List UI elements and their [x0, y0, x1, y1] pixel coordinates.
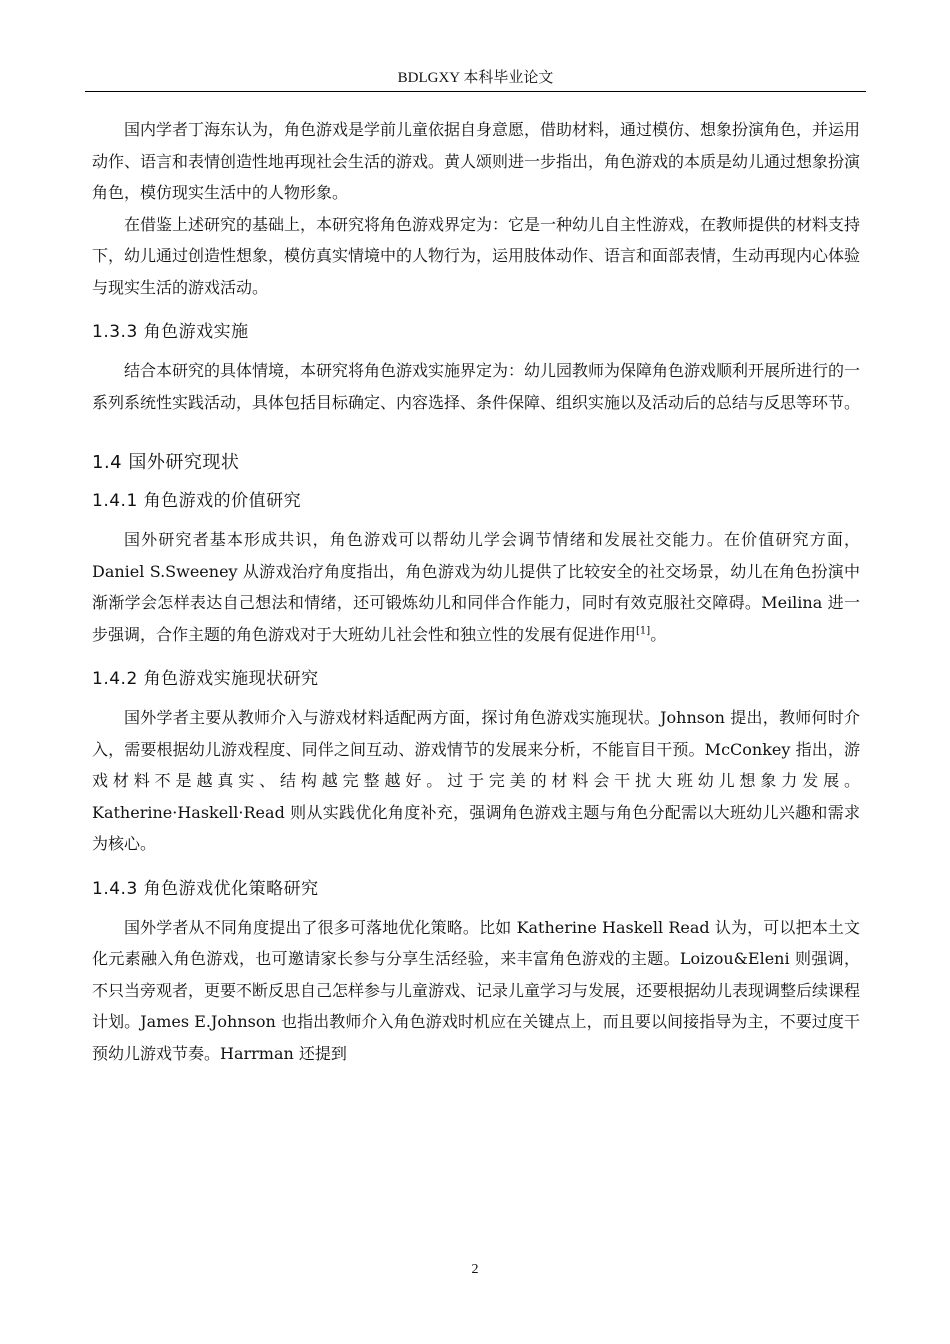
paragraph: 国内学者丁海东认为，角色游戏是学前儿童依据自身意愿，借助材料，通过模仿、想象扮演角色，并运用动作、语言和表情创造性地再现社会生活的游戏。黄人颂则进一步指出，角色游戏的本质是幼儿通过想象扮演角色，模仿现实生活中的人物形象。: [92, 120, 861, 202]
section-heading-1-4-2: 1.4.2 角色游戏实施现状研究: [92, 669, 319, 689]
paragraph: [92, 524, 860, 650]
section-heading-1-3-3: 1.3.3 角色游戏实施: [92, 322, 249, 342]
section-heading-1-4-3: 1.4.3 角色游戏优化策略研究: [92, 878, 319, 899]
section-heading-1-4: 1.4 国外研究现状: [92, 452, 240, 473]
paragraph: 国外学者从不同角度提出了很多可落地优化策略。比如 Katherine Haskell Read 认为，可以把本土文化元素融入角色游戏，也可邀请家长参与分享生活经验，来丰富角色游戏的主题。Loizou&Eleni 则强调，不只当旁观者，更要不断反思自己怎样参与儿童游戏、记录儿童学习与发展，还要根据幼儿表现调整后续课程计划。James E.Johnson 也指出教师介入角色游戏时机应在关键点上，而且要以间接指导为主，不要过度干预幼儿游戏节奏。Harrman 还提到: [92, 917, 861, 1063]
paragraph: 国外学者主要从教师介入与游戏材料适配两方面，探讨角色游戏实施现状。Johnson 提出，教师何时介入，需要根据幼儿游戏程度、同伴之间互动、游戏情节的发展来分析，不能盲目干预。McConkey 指出，游戏材料不是越真实、结构越完整越好。过于完美的材料会干扰大班幼儿想象力发展。Katherine·Haskell·Read 则从实践优化角度补充，强调角色游戏主题与角色分配需以大班幼儿兴趣和需求为核心。: [92, 708, 860, 853]
running-header: BDLGXY 本科毕业论文: [397, 70, 554, 86]
paragraph: 结合本研究的具体情境，本研究将角色游戏实施界定为：幼儿园教师为保障角色游戏顺利开展所进行的一系列系统性实践活动，具体包括目标确定、内容选择、条件保障、组织实施以及活动后的总结与反思等环节。: [92, 361, 861, 412]
page-number: 2: [471, 1262, 479, 1277]
page-body: [92, 114, 860, 1069]
citation-ref: [1]: [636, 625, 651, 637]
paragraph-end: 。: [650, 624, 667, 644]
header-rule: [85, 91, 866, 92]
paragraph-text: 国外研究者基本形成共识，角色游戏可以帮幼儿学会调节情绪和发展社交能力。在价值研究方面，Daniel S.Sweeney 从游戏治疗角度指出，角色游戏为幼儿提供了比较安全的社交场景，幼儿在角色扮演中渐渐学会怎样表达自己想法和情绪，还可锻炼幼儿和同伴合作能力，同时有效克服社交障碍。Meilina 进一步强调，合作主题的角色游戏对于大班幼儿社会性和独立性的发展有促进作用: [92, 530, 860, 644]
section-heading-1-4-1: 1.4.1 角色游戏的价值研究: [92, 491, 302, 511]
paragraph: 在借鉴上述研究的基础上，本研究将角色游戏界定为：它是一种幼儿自主性游戏，在教师提供的材料支持下，幼儿通过创造性想象，模仿真实情境中的人物行为，运用肢体动作、语言和面部表情，生动再现内心体验与现实生活的游戏活动。: [92, 214, 861, 297]
